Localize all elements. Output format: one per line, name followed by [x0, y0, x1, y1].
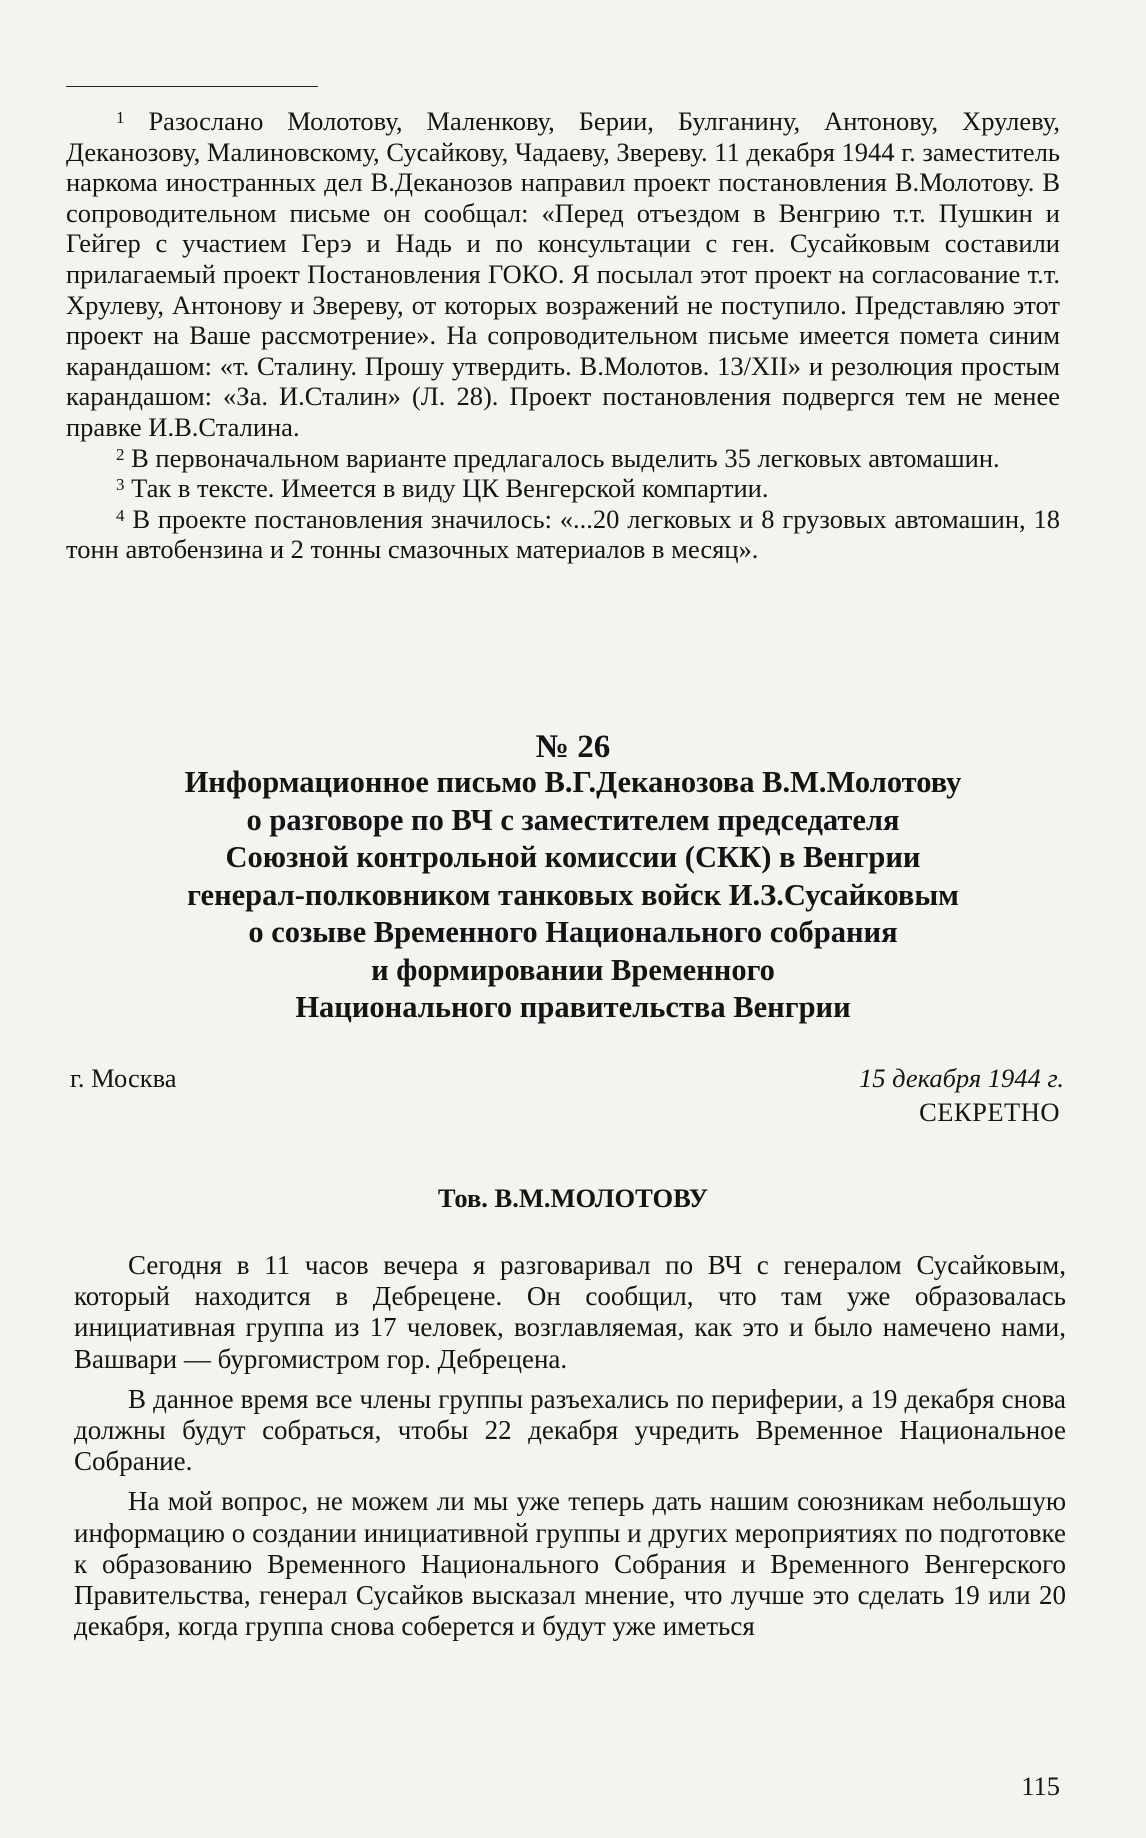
- title-line: Союзной контрольной комиссии (СКК) в Венгрии: [225, 840, 921, 874]
- body-paragraph: На мой вопрос, не можем ли мы уже теперь дать нашим союзникам небольшую информацию о создании инициативной группы и других мероприятиях по подготовке к образованию Временного Национального Собрания и Временного Венгерского Правительства, генерал Сусайков высказал мнение, что лучше это сделать 19 или 20 декабря, когда группа снова соберется и будут уже иметься: [74, 1486, 1066, 1642]
- title-line: и формировании Временного: [371, 952, 775, 987]
- title-line: генерал-полковником танковых войск И.З.Сусайковым: [187, 877, 959, 912]
- footnote-mark: 2: [116, 444, 125, 464]
- footnote-4: [66, 504, 1060, 565]
- footnote-text: В проекте постановления значилось: «...20 легковых и 8 грузовых автомашин, 18 тонн автобензина и 2 тонны смазочных материалов в месяц».: [66, 503, 1060, 565]
- body-paragraph: Сегодня в 11 часов вечера я разговаривал по ВЧ с генералом Сусайковым, который находится в Дебрецене. Он сообщил, что там уже образовалась инициативная группа из 17 человек, возглавляемая, как это и было намечено нами, Вашвари — бургомистром гор. Дебрецена.: [74, 1250, 1066, 1374]
- footnote-mark: 3: [116, 475, 125, 495]
- place: г. Москва: [70, 1063, 177, 1093]
- footnote-text: Разослано Молотову, Маленкову, Берии, Булганину, Антонову, Хрулеву, Деканозову, Малиновскому, Сусайкову, Чадаеву, Звереву. 11 декабря 1944 г. заместитель наркома иностранных дел В.Деканозов направил проект постановления В.Молотову. В сопроводительном письме он сообщал: «Перед отъездом в Венгрию т.т. Пушкин и Гейгер с участием Герэ и Надь и по консультации с ген. Сусайковым составили прилагаемый проект Постановления ГОКО. Я посылал этот проект на согласование т.т. Хрулеву, Антонову и Звереву, от которых возражений не поступило. Представляю этот проект на Ваше рассмотрение». На сопроводительном письме имеется помета синим карандашом: «т. Сталину. Прошу утвердить. В.Молотов. 13/XII» и резолюция простым карандашом: «За. И.Сталин» (Л. 28). Проект постановления подвергся тем не менее правке И.В.Сталина.: [66, 106, 1060, 442]
- document-title: [80, 764, 1066, 1027]
- title-line: о разговоре по ВЧ с заместителем председателя: [246, 802, 900, 837]
- footnote-3: [66, 473, 1060, 504]
- title-line: о созыве Временного Национального собрания: [248, 915, 898, 949]
- footnote-separator: [66, 86, 318, 87]
- footnote-2: [66, 443, 1060, 474]
- footnote-mark: 1: [116, 108, 125, 127]
- footnote-mark: 4: [116, 505, 125, 525]
- footnotes: [66, 106, 1060, 565]
- footnote-text: Так в тексте. Имеется в виду ЦК Венгерской компартии.: [131, 473, 769, 504]
- footnote-1: [66, 106, 1060, 443]
- footnote-text: В первоначальном варианте предлагалось выделить 35 легковых автомашин.: [131, 442, 1000, 473]
- date: 15 декабря 1944 г.: [858, 1063, 1064, 1093]
- title-line: Национального правительства Венгрии: [295, 990, 851, 1024]
- letter-body: [74, 1250, 1066, 1651]
- page-number: 115: [1021, 1771, 1060, 1801]
- title-line: Информационное письмо В.Г.Деканозова В.М.Молотову: [184, 765, 962, 799]
- classification-stamp: СЕКРЕТНО: [919, 1097, 1060, 1127]
- body-paragraph: В данное время все члены группы разъехались по периферии, а 19 декабря снова должны будут собраться, чтобы 22 декабря учредить Временное Национальное Собрание.: [74, 1383, 1066, 1477]
- addressee: Тов. В.М.МОЛОТОВУ: [437, 1183, 709, 1213]
- document-number: № 26: [535, 729, 611, 765]
